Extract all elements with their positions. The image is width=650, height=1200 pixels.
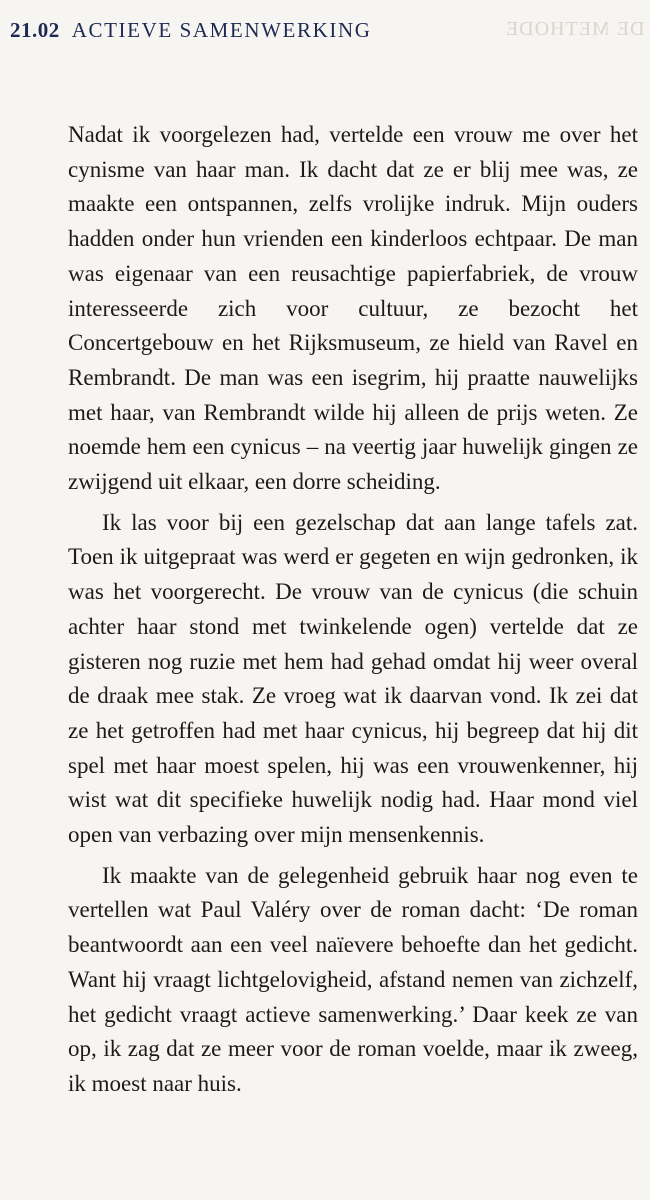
section-number: 21.02	[10, 18, 60, 42]
running-head	[10, 18, 371, 43]
body-text	[68, 118, 638, 1102]
chapter-title: ACTIEVE SAMENWERKING	[71, 18, 372, 42]
paragraph-2: Ik las voor bij een gezelschap dat aan lange tafels zat. Toen ik uitgepraat was werd er gegeten en wijn gedronken, ik was het voorgerecht. De vrouw van de cynicus (die schuin achter haar stond met twinkelende ogen) vertelde dat ze gisteren nog ruzie met hem had gehad omdat hij weer overal de draak mee stak. Ze vroeg wat ik daarvan vond. Ik zei dat ze het getroffen had met haar cynicus, hij begreep dat hij dit spel met haar moest spelen, hij was een vrouwenkenner, hij wist wat dit specifieke huwelijk nodig had. Haar mond viel open van verbazing over mijn mensenkennis.	[68, 509, 638, 848]
paragraph-3: Ik maakte van de gelegenheid gebruik haar nog even te vertellen wat Paul Valéry over de roman dacht: ‘De roman beantwoordt aan een veel naïevere behoefte dan het gedicht. Want hij vraagt lichtgelovigheid, afstand nemen van zichzelf, het gedicht vraagt actieve samenwerking.’ Daar keek ze van op, ik zag dat ze meer voor de roman voelde, maar ik zweeg, ik moest naar huis.	[68, 862, 638, 1096]
bleed-through-text: DE METHODE	[505, 18, 645, 40]
paragraph-1: Nadat ik voorgelezen had, vertelde een vrouw me over het cynisme van haar man. Ik dacht dat ze er blij mee was, ze maakte een ontspannen, zelfs vrolijke indruk. Mijn ouders hadden onder hun vrienden een kinderloos echtpaar. De man was eigenaar van een reusachtige papierfabriek, de vrouw interesseerde zich voor cultuur, ze bezocht het Concertgebouw en het Rijksmuseum, ze hield van Ravel en Rembrandt. De man was een isegrim, hij praatte nauwelijks met haar, van Rembrandt wilde hij alleen de prijs weten. Ze noemde hem een cynicus – na veertig jaar huwelijk gingen ze zwijgend uit elkaar, een dorre scheiding.	[68, 122, 638, 495]
